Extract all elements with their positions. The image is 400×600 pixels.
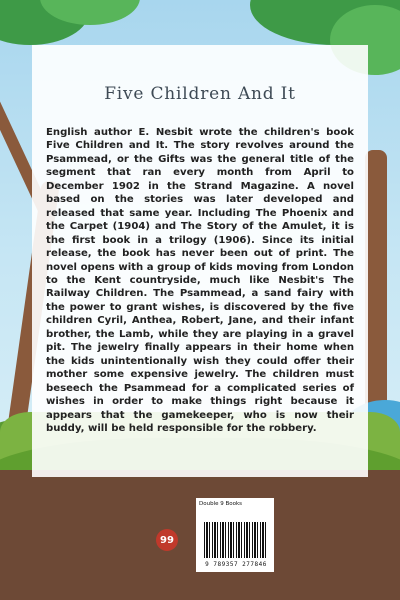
book-title: Five Children And It <box>104 84 296 104</box>
right-tree-trunk <box>365 150 387 440</box>
isbn-number: 9 789357 277846 <box>205 561 267 568</box>
book-blurb: English author E. Nesbit wrote the children's book Five Children and It. The story revolves around the Psammead, or the Gifts was the general title of the segment that ran every month from April to December 1902 in the Strand Magazine. A novel based on the stories was later developed and released that same year. Including The Phoenix and the Carpet (1904) and The Story of the Amulet, it is the first book in a trilogy (1906). Since its initial release, the book has never been out of print. The novel opens with a group of kids moving from London to the Kent countryside, much like Nesbit's The Railway Children. The Psammead, a sand fairy with the power to grant wishes, is discovered by the five children Cyril, Anthea, Robert, Jane, and their infant brother, the Lamb, while they are playing in a gravel pit. The jewelry finally appears in their home when the kids unintentionally wish they could offer their mother some expensive jewelry. The children must beseech the Psammead for a complicated series of wishes in order to make things right because it appears that the gamekeeper, who is now their buddy, will be held responsible for the robbery. <box>46 127 354 434</box>
barcode-icon <box>204 522 268 558</box>
publisher-logo-icon: 99 <box>156 529 178 551</box>
publisher-name: Double 9 Books <box>199 501 243 507</box>
